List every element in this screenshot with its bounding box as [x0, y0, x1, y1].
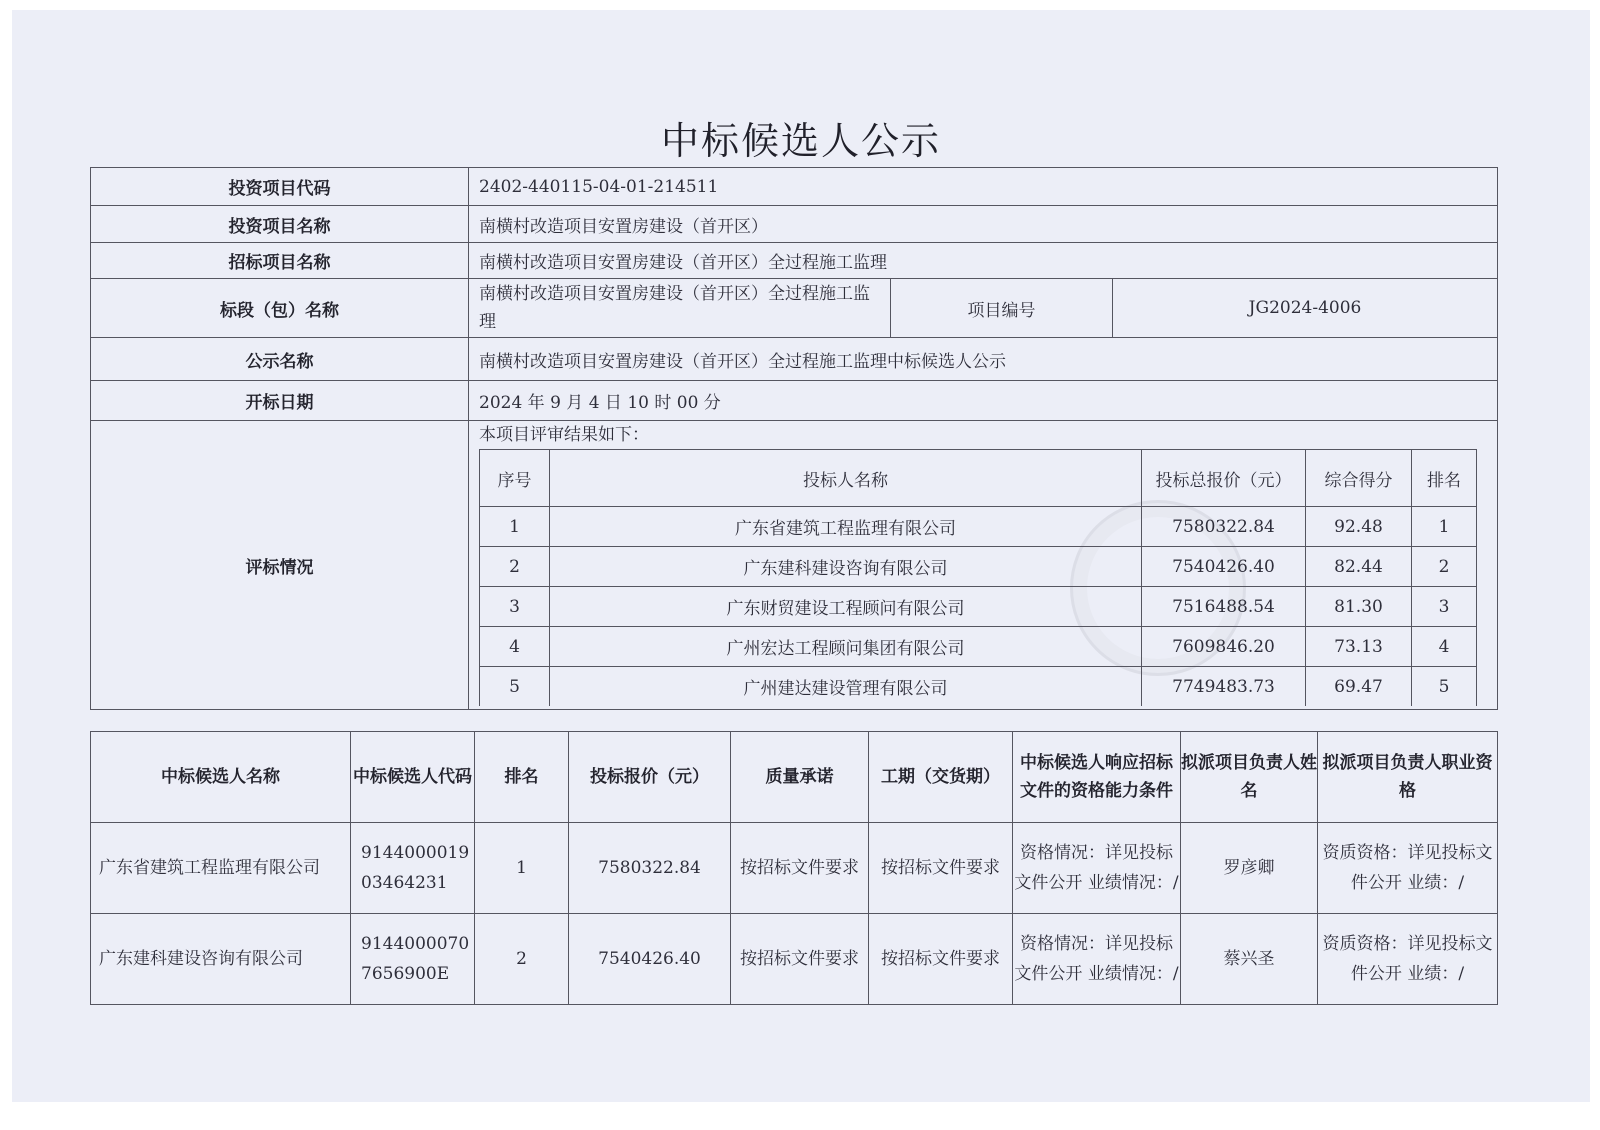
eval-rank: 1	[1412, 507, 1477, 547]
open-date-value: 2024 年 9 月 4 日 10 时 00 分	[469, 381, 1498, 421]
cand-rank: 2	[475, 914, 569, 1005]
notice-name-label: 公示名称	[91, 338, 469, 381]
eval-rank: 4	[1412, 627, 1477, 667]
eval-no: 3	[480, 587, 550, 627]
cand-name: 广东建科建设咨询有限公司	[91, 914, 351, 1005]
eval-rank: 5	[1412, 667, 1477, 707]
cand-period: 按招标文件要求	[869, 823, 1013, 914]
eval-score: 92.48	[1306, 507, 1412, 547]
cand-header-name: 中标候选人名称	[91, 732, 351, 823]
table-row	[480, 587, 1477, 627]
cand-price: 7580322.84	[569, 823, 731, 914]
table-row	[480, 507, 1477, 547]
eval-score: 82.44	[1306, 547, 1412, 587]
eval-price: 7516488.54	[1142, 587, 1306, 627]
cand-header-manager: 拟派项目负责人姓名	[1181, 732, 1318, 823]
eval-bidder: 广州建达建设管理有限公司	[550, 667, 1142, 707]
eval-no: 2	[480, 547, 550, 587]
section-label: 标段（包）名称	[91, 279, 469, 338]
notice-name-value: 南横村改造项目安置房建设（首开区）全过程施工监理中标候选人公示	[469, 338, 1498, 381]
eval-bidder: 广东省建筑工程监理有限公司	[550, 507, 1142, 547]
cand-quality: 按招标文件要求	[731, 823, 869, 914]
section-value: 南横村改造项目安置房建设（首开区）全过程施工监理	[469, 279, 891, 338]
eval-no: 5	[480, 667, 550, 707]
table-row	[480, 627, 1477, 667]
eval-no: 1	[480, 507, 550, 547]
cand-quality: 按招标文件要求	[731, 914, 869, 1005]
candidates-table	[90, 731, 1498, 1005]
cand-manager-cert: 资质资格：详见投标文件公开 业绩：/	[1318, 914, 1498, 1005]
table-row	[91, 914, 1498, 1005]
eval-rank: 2	[1412, 547, 1477, 587]
eval-header-no: 序号	[480, 450, 550, 507]
cand-manager: 罗彦卿	[1181, 823, 1318, 914]
eval-score: 73.13	[1306, 627, 1412, 667]
cand-header-qualification: 中标候选人响应招标文件的资格能力条件	[1013, 732, 1181, 823]
eval-price: 7609846.20	[1142, 627, 1306, 667]
eval-bidder: 广东建科建设咨询有限公司	[550, 547, 1142, 587]
table-row	[480, 667, 1477, 707]
cand-header-quality: 质量承诺	[731, 732, 869, 823]
cand-header-price: 投标报价（元）	[569, 732, 731, 823]
eval-header-score: 综合得分	[1306, 450, 1412, 507]
cand-header-rank: 排名	[475, 732, 569, 823]
cand-manager-cert: 资质资格：详见投标文件公开 业绩：/	[1318, 823, 1498, 914]
eval-header-rank: 排名	[1412, 450, 1477, 507]
eval-header-price: 投标总报价（元）	[1142, 450, 1306, 507]
eval-label: 评标情况	[91, 421, 469, 710]
project-no-value: JG2024-4006	[1113, 279, 1498, 338]
project-name-label: 投资项目名称	[91, 206, 469, 243]
cand-qualification: 资格情况：详见投标文件公开 业绩情况：/	[1013, 914, 1181, 1005]
eval-score: 81.30	[1306, 587, 1412, 627]
notice-table	[90, 167, 1498, 710]
bid-project-label: 招标项目名称	[91, 243, 469, 279]
cand-rank: 1	[475, 823, 569, 914]
bid-project-value: 南横村改造项目安置房建设（首开区）全过程施工监理	[469, 243, 1498, 279]
document-page	[12, 10, 1590, 1102]
project-name-value: 南横村改造项目安置房建设（首开区）	[469, 206, 1498, 243]
table-row	[480, 547, 1477, 587]
cand-manager: 蔡兴圣	[1181, 914, 1318, 1005]
eval-no: 4	[480, 627, 550, 667]
eval-header-bidder: 投标人名称	[550, 450, 1142, 507]
project-no-label: 项目编号	[891, 279, 1113, 338]
cand-period: 按招标文件要求	[869, 914, 1013, 1005]
eval-score: 69.47	[1306, 667, 1412, 707]
cand-header-period: 工期（交货期）	[869, 732, 1013, 823]
cand-qualification: 资格情况：详见投标文件公开 业绩情况：/	[1013, 823, 1181, 914]
cand-header-code: 中标候选人代码	[351, 732, 475, 823]
eval-intro: 本项目评审结果如下：	[479, 425, 649, 445]
eval-bidder: 广州宏达工程顾问集团有限公司	[550, 627, 1142, 667]
eval-price: 7749483.73	[1142, 667, 1306, 707]
table-row	[91, 823, 1498, 914]
eval-bidder: 广东财贸建设工程顾问有限公司	[550, 587, 1142, 627]
cand-code: 914400001903464231	[351, 823, 475, 914]
cand-header-manager-cert: 拟派项目负责人职业资格	[1318, 732, 1498, 823]
eval-price: 7540426.40	[1142, 547, 1306, 587]
project-code-label: 投资项目代码	[91, 168, 469, 206]
eval-cell	[469, 421, 1498, 710]
project-code-value: 2402-440115-04-01-214511	[469, 168, 1498, 206]
evaluation-table	[479, 449, 1477, 706]
open-date-label: 开标日期	[91, 381, 469, 421]
page-title: 中标候选人公示	[660, 119, 941, 163]
cand-name: 广东省建筑工程监理有限公司	[91, 823, 351, 914]
eval-rank: 3	[1412, 587, 1477, 627]
cand-code: 91440000707656900E	[351, 914, 475, 1005]
eval-price: 7580322.84	[1142, 507, 1306, 547]
cand-price: 7540426.40	[569, 914, 731, 1005]
